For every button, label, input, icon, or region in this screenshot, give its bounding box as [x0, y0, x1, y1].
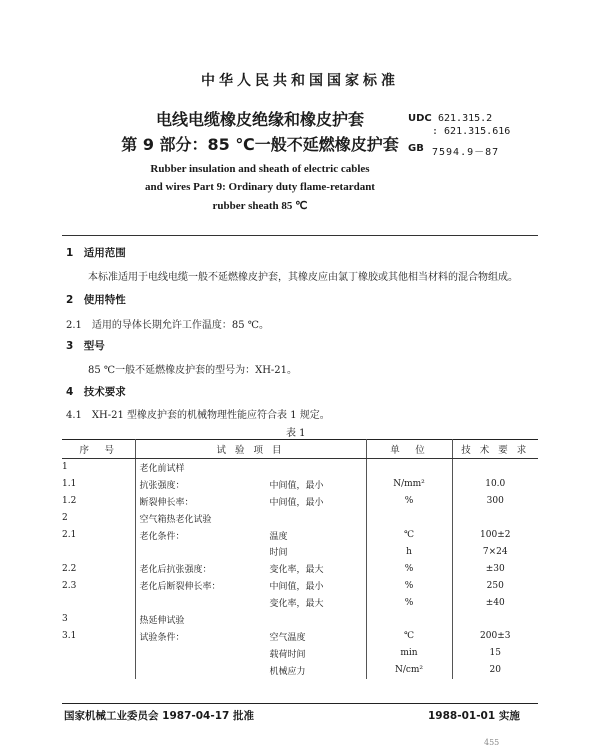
table-header-row: [62, 440, 538, 459]
cell-unit: ℃: [366, 527, 452, 544]
cell-requirement: ±30: [485, 563, 505, 574]
cell-item-condition: 变化率，最大: [269, 565, 324, 576]
gb-number: 7594.9－87: [432, 147, 500, 158]
gb-label: GB: [408, 143, 424, 154]
cell-pos: 3: [62, 611, 135, 628]
cell-item: [135, 476, 366, 493]
cell-requirement: ±40: [485, 597, 505, 608]
cell-item: [135, 510, 366, 527]
cell-unit: %: [366, 577, 452, 594]
technical-requirements-table: [62, 439, 538, 679]
cell-item: [135, 594, 366, 611]
table-row: [62, 560, 538, 577]
table-row: [62, 459, 538, 476]
table-row: [62, 577, 538, 594]
cell-unit: h: [366, 543, 452, 560]
cell-item-condition: [270, 512, 366, 525]
cell-pos: 3.1: [62, 628, 135, 645]
table-row: [62, 611, 538, 628]
cell-item-name: 热延伸试验: [139, 615, 185, 626]
table-row: [62, 476, 538, 493]
cell-item: [135, 560, 366, 577]
cell-item-name: 老化后抗张强度：: [139, 565, 212, 576]
cell-unit: %: [366, 493, 452, 510]
cell-item-name: 试验条件：: [139, 632, 185, 643]
cell-item-name: 断裂伸长率：: [139, 497, 194, 508]
section-3-heading: 3 型号: [66, 340, 105, 352]
table-row: [62, 543, 538, 560]
english-title-line1: Rubber insulation and sheath of electric cables: [150, 163, 370, 175]
cell-item: [135, 527, 366, 544]
header-unit: 单 位: [366, 440, 452, 459]
cell-item-name: 抗张强度：: [139, 480, 185, 491]
cell-pos: [62, 645, 135, 662]
cell-pos: 1: [62, 459, 135, 476]
cell-item-name: [136, 596, 270, 609]
cell-unit: N/mm²: [366, 476, 452, 493]
cell-item: [135, 459, 366, 476]
cell-item-name: [136, 545, 270, 558]
cell-item-condition: 时间: [269, 548, 288, 559]
cell-pos: 2.1: [62, 527, 135, 544]
table-row: [62, 628, 538, 645]
national-standard-heading: 中华人民共和国国家标准: [201, 73, 399, 89]
cell-item-name: [136, 664, 270, 677]
section-1-heading: 1 适用范围: [66, 247, 126, 259]
section-3-text: 85 ℃一般不延燃橡皮护套的型号为：XH-21。: [88, 365, 298, 376]
cell-item: [135, 493, 366, 510]
udc-code-line2: : 621.315.616: [432, 126, 511, 137]
cell-item-condition: 载荷时间: [269, 649, 306, 660]
cell-unit: %: [366, 560, 452, 577]
section-2-1-text: 2.1 适用的导体长期允许工作温度：85 ℃。: [66, 320, 269, 331]
approval-date: 国家机械工业委员会 1987-04-17 批准: [64, 710, 254, 722]
udc-label: UDC: [408, 113, 432, 124]
cell-item-condition: 变化率，最大: [269, 599, 324, 610]
cell-pos: [62, 662, 135, 679]
cell-item: [135, 628, 366, 645]
page-number: 455: [484, 738, 500, 747]
cell-item-name: 老化前试样: [139, 463, 185, 474]
cell-unit: N/cm²: [366, 662, 452, 679]
cell-pos: [62, 594, 135, 611]
cell-item-name: 老化条件：: [139, 531, 185, 542]
header-requirement: 技 术 要 求: [452, 440, 538, 459]
table-row: [62, 510, 538, 527]
cell-item-name: [136, 647, 270, 660]
cell-requirement: 10.0: [485, 479, 506, 490]
cell-requirement: 15: [489, 648, 501, 659]
effective-date: 1988-01-01 实施: [428, 710, 520, 722]
cell-unit: [366, 459, 452, 476]
table-row: [62, 594, 538, 611]
cell-requirement: 200±3: [480, 631, 511, 642]
cell-pos: 1.1: [62, 476, 135, 493]
english-title-line2: and wires Part 9: Ordinary duty flame-retardant: [145, 181, 375, 193]
cell-pos: [62, 543, 135, 560]
table-row: [62, 645, 538, 662]
cell-item: [135, 577, 366, 594]
cell-pos: 1.2: [62, 493, 135, 510]
section-4-1-text: 4.1 XH-21 型橡皮护套的机械物理性能应符合表 1 规定。: [66, 410, 330, 421]
cell-pos: 2.3: [62, 577, 135, 594]
cell-requirement: 20: [489, 665, 501, 676]
table-row: [62, 527, 538, 544]
table-row: [62, 662, 538, 679]
cell-item-condition: [270, 461, 366, 474]
section-4-heading: 4 技术要求: [66, 386, 126, 398]
cell-item-condition: 机械应力: [269, 666, 306, 677]
cell-item: [135, 543, 366, 560]
udc-code-line1: 621.315.2: [438, 113, 493, 124]
cell-item-condition: 中间值，最小: [269, 497, 324, 508]
section-1-text: 本标准适用于电线电缆一般不延燃橡皮护套，其橡皮应由氯丁橡胶或其他相当材料的混合物组成。: [88, 272, 518, 283]
cell-item-name: 空气箱热老化试验: [139, 514, 212, 525]
table-row: [62, 493, 538, 510]
cell-item: [135, 662, 366, 679]
cell-item-condition: 空气温度: [269, 632, 306, 643]
header-divider: [62, 235, 538, 236]
cell-unit: [366, 510, 452, 527]
table-caption: 表 1: [286, 428, 306, 439]
cell-requirement: 7×24: [482, 546, 508, 557]
cell-requirement: [452, 611, 538, 628]
cell-item-condition: 中间值，最小: [269, 480, 324, 491]
cell-pos: 2: [62, 510, 135, 527]
cell-item-condition: [270, 613, 366, 626]
cell-unit: [366, 611, 452, 628]
cell-requirement: [452, 510, 538, 527]
footer-divider: [62, 703, 538, 704]
cell-requirement: 250: [486, 580, 504, 591]
document-title-line1: 电线电缆橡皮绝缘和橡皮护套: [155, 110, 364, 129]
cell-item: [135, 611, 366, 628]
document-title-line2: 第 9 部分：85 ℃一般不延燃橡皮护套: [121, 135, 399, 154]
cell-item-condition: 温度: [269, 531, 288, 542]
cell-item-condition: 中间值，最小: [269, 582, 324, 593]
cell-requirement: 100±2: [480, 530, 511, 540]
cell-pos: 2.2: [62, 560, 135, 577]
section-2-heading: 2 使用特性: [66, 294, 126, 306]
cell-unit: %: [366, 594, 452, 611]
english-title-line3: rubber sheath 85 ℃: [212, 200, 308, 212]
cell-item: [135, 645, 366, 662]
header-item: 试 验 项 目: [135, 440, 366, 459]
cell-requirement: 300: [486, 496, 504, 507]
cell-unit: min: [366, 645, 452, 662]
cell-item-name: 老化后断裂伸长率：: [139, 582, 221, 593]
header-pos: 序 号: [62, 440, 135, 459]
cell-requirement: [452, 459, 538, 476]
cell-unit: ℃: [366, 628, 452, 645]
